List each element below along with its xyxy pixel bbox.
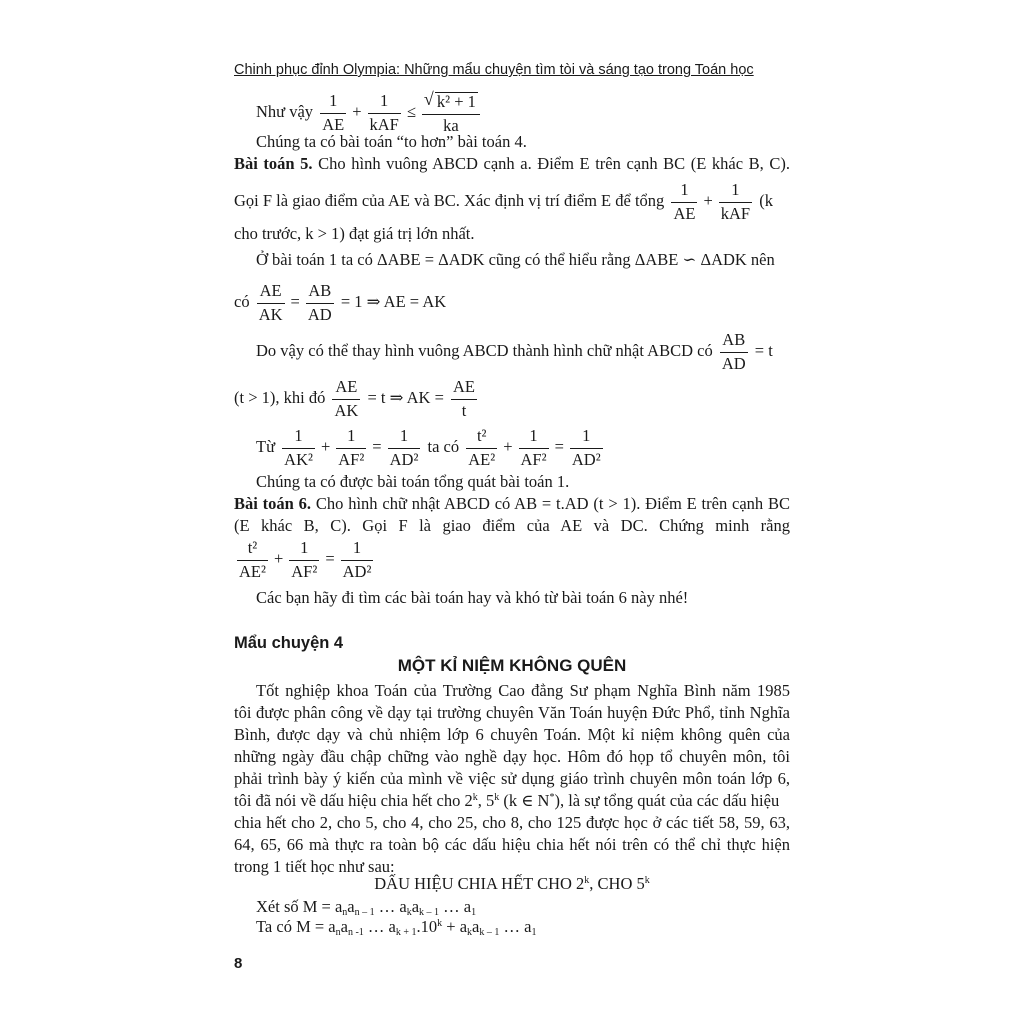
inequality-line: Như vậy $\frac{1}{AE}$ + $\frac{1}{\text{kAF}}$ ≤ √ k² + 1 ka <box>256 92 483 134</box>
fraction: $\frac{AB}{AD}$ <box>721 330 746 373</box>
fraction: $\frac{1}{\text{AD²}}$ <box>342 538 372 581</box>
fraction: $\frac{1}{\text{AF²}}$ <box>291 538 318 581</box>
fraction: $\frac{1}{\text{AF²}}$ <box>338 426 365 469</box>
equation-line: Từ $\frac{1}{\text{AK²}}$ + $\frac{1}{\text{AF²}}$ = $\frac{1}{\text{AD²}}$ ta có $\frac{\text{t²}}{\text{AE²}}$ + $\frac{1}{\text{AF²}}$ = $\frac{1}{\text{AD²}}$ <box>256 426 601 469</box>
fraction: $\frac{\text{t²}}{\text{AE²}}$ <box>468 426 496 469</box>
paragraph-line: Do vậy có thể thay hình vuông ABCD thành hình chữ nhật ABCD có $\frac{AB}{AD}$ = t <box>256 330 773 373</box>
story-line: tôi được phân công về dạy tại trường chuyên Văn Toán huyện Đức Phổ, tỉnh Nghĩa <box>234 703 790 722</box>
fraction: $\frac{AE}{AK}$ <box>334 377 359 420</box>
fraction: $\frac{AB}{AD}$ <box>307 281 332 324</box>
story-line: 64, 65, 66 mà thực ra toàn bộ các dấu hiệu chia hết nói trên có thể chỉ thực hiện <box>234 835 790 854</box>
paragraph-line: Chúng ta có bài toán “to hơn” bài toán 4. <box>256 132 527 151</box>
fraction: $\frac{1}{\text{AK²}}$ <box>284 426 313 469</box>
fraction: $\frac{AE}{t}$ <box>453 377 476 420</box>
fraction: $\frac{1}{\text{AD²}}$ <box>571 426 601 469</box>
story-line: những ngày đầu chập chững vào nghề dạy học. Hôm đó họp tổ chuyên môn, tôi <box>234 747 790 766</box>
running-header: Chinh phục đỉnh Olympia: Những mẩu chuyện tìm tòi và sáng tạo trong Toán học <box>234 62 754 78</box>
story-line: tôi đã nói về dấu hiệu chia hết cho 2$^k$, 5$^k$ (k ∈ N*), là sự tổng quát của các dấu hiệu <box>234 791 780 810</box>
story-line: phải trình bày ý kiến của mình về việc sử dụng giáo trình chuyên môn toán lớp 6, <box>234 769 790 788</box>
problem-5-line-3: cho trước, k > 1) đạt giá trị lớn nhất. <box>234 224 475 243</box>
article-title: MỘT KỈ NIỆM KHÔNG QUÊN <box>397 656 627 675</box>
equation-line: có $\frac{AE}{AK}$ = $\frac{AB}{AD}$ = 1 ⇒ AE = AK <box>234 281 447 324</box>
problem-6-line-1: Bài toán 6. Cho hình chữ nhật ABCD có AB = t.AD (t > 1). Điểm E trên cạnh BC <box>234 494 790 513</box>
fraction: $\frac{1}{\text{kAF}}$ <box>720 180 751 223</box>
problem-5-line-2: Gọi F là giao điểm của AE và BC. Xác định vị trí điểm E để tổng $\frac{1}{AE}$ + $\frac{1}{\text{kAF}}$ (k <box>234 180 773 223</box>
leq-sign: ≤ <box>406 101 416 121</box>
story-line: Tốt nghiệp khoa Toán của Trường Cao đẳng Sư phạm Nghĩa Bình năm 1985 <box>256 681 790 700</box>
story-line: trong 1 tiết học như sau: <box>234 857 395 876</box>
paragraph-line: Ở bài toán 1 ta có ΔABE = ΔADK cũng có thể hiểu rằng ΔABE ∽ ΔADK nên <box>256 250 775 269</box>
paragraph-line: Các bạn hãy đi tìm các bài toán hay và khó từ bài toán 6 này nhé! <box>256 588 689 607</box>
story-line: Bình, được dạy và chủ nhiệm lớp 6 chuyên Toán. Một kỉ niệm không quên của <box>234 725 790 744</box>
fraction: $\frac{1}{AE}$ <box>322 91 345 134</box>
formula-line: Xét số $M = a_na_{n - 1}$ … $a_ka_{k - 1}$ … $a_1$ <box>256 897 477 918</box>
fraction: $\frac{\text{t²}}{\text{AE²}}$ <box>239 538 266 581</box>
fraction: $\frac{1}{\text{AF²}}$ <box>520 426 547 469</box>
rule-heading: DẤU HIỆU CHIA HẾT CHO 2$^k$, CHO 5$^k$ <box>374 874 650 893</box>
fraction: $\frac{1}{\text{kAF}}$ <box>369 91 399 134</box>
problem-6-equation: $\frac{\text{t²}}{\text{AE²}}$ + $\frac{1}{\text{AF²}}$ = $\frac{1}{\text{AD²}}$ <box>239 538 372 581</box>
fraction: $\frac{1}{\text{AD²}}$ <box>389 426 419 469</box>
paragraph-line: Chúng ta có được bài toán tổng quát bài toán 1. <box>256 472 570 491</box>
problem-6-line-2: (E khác B, C). Gọi F là giao điểm của AE và DC. Chứng minh rằng <box>234 516 790 535</box>
problem-label: Bài toán 6. <box>234 494 312 513</box>
fraction: $\frac{AE}{AK}$ <box>258 281 283 324</box>
story-line: chia hết cho 2, cho 5, cho 4, cho 25, cho 8, cho 125 được học ở các tiết 58, 59, 63, <box>234 813 790 832</box>
sqrt-sign: √ <box>423 89 434 109</box>
formula-line: Ta có $M = a_na_{n -1}$ … $a_{k + 1}.10^k + a_ka_{k - 1}$ … $a_1$ <box>256 917 537 938</box>
problem-5-line-1: Bài toán 5. Cho hình vuông ABCD cạnh a. Điểm E trên cạnh BC (E khác B, C). <box>234 154 791 173</box>
text: Như vậy <box>256 101 314 121</box>
fraction: $\frac{1}{AE}$ <box>673 180 696 223</box>
problem-label: Bài toán 5. <box>234 154 313 173</box>
section-title: Mẩu chuyện 4 <box>234 634 344 652</box>
equation-line: (t > 1), khi đó $\frac{AE}{AK}$ = t ⇒ AK = $\frac{AE}{t}$ <box>234 377 476 420</box>
fraction-sqrt: √ k² + 1 ka <box>422 92 480 134</box>
page-number: 8 <box>234 955 243 972</box>
